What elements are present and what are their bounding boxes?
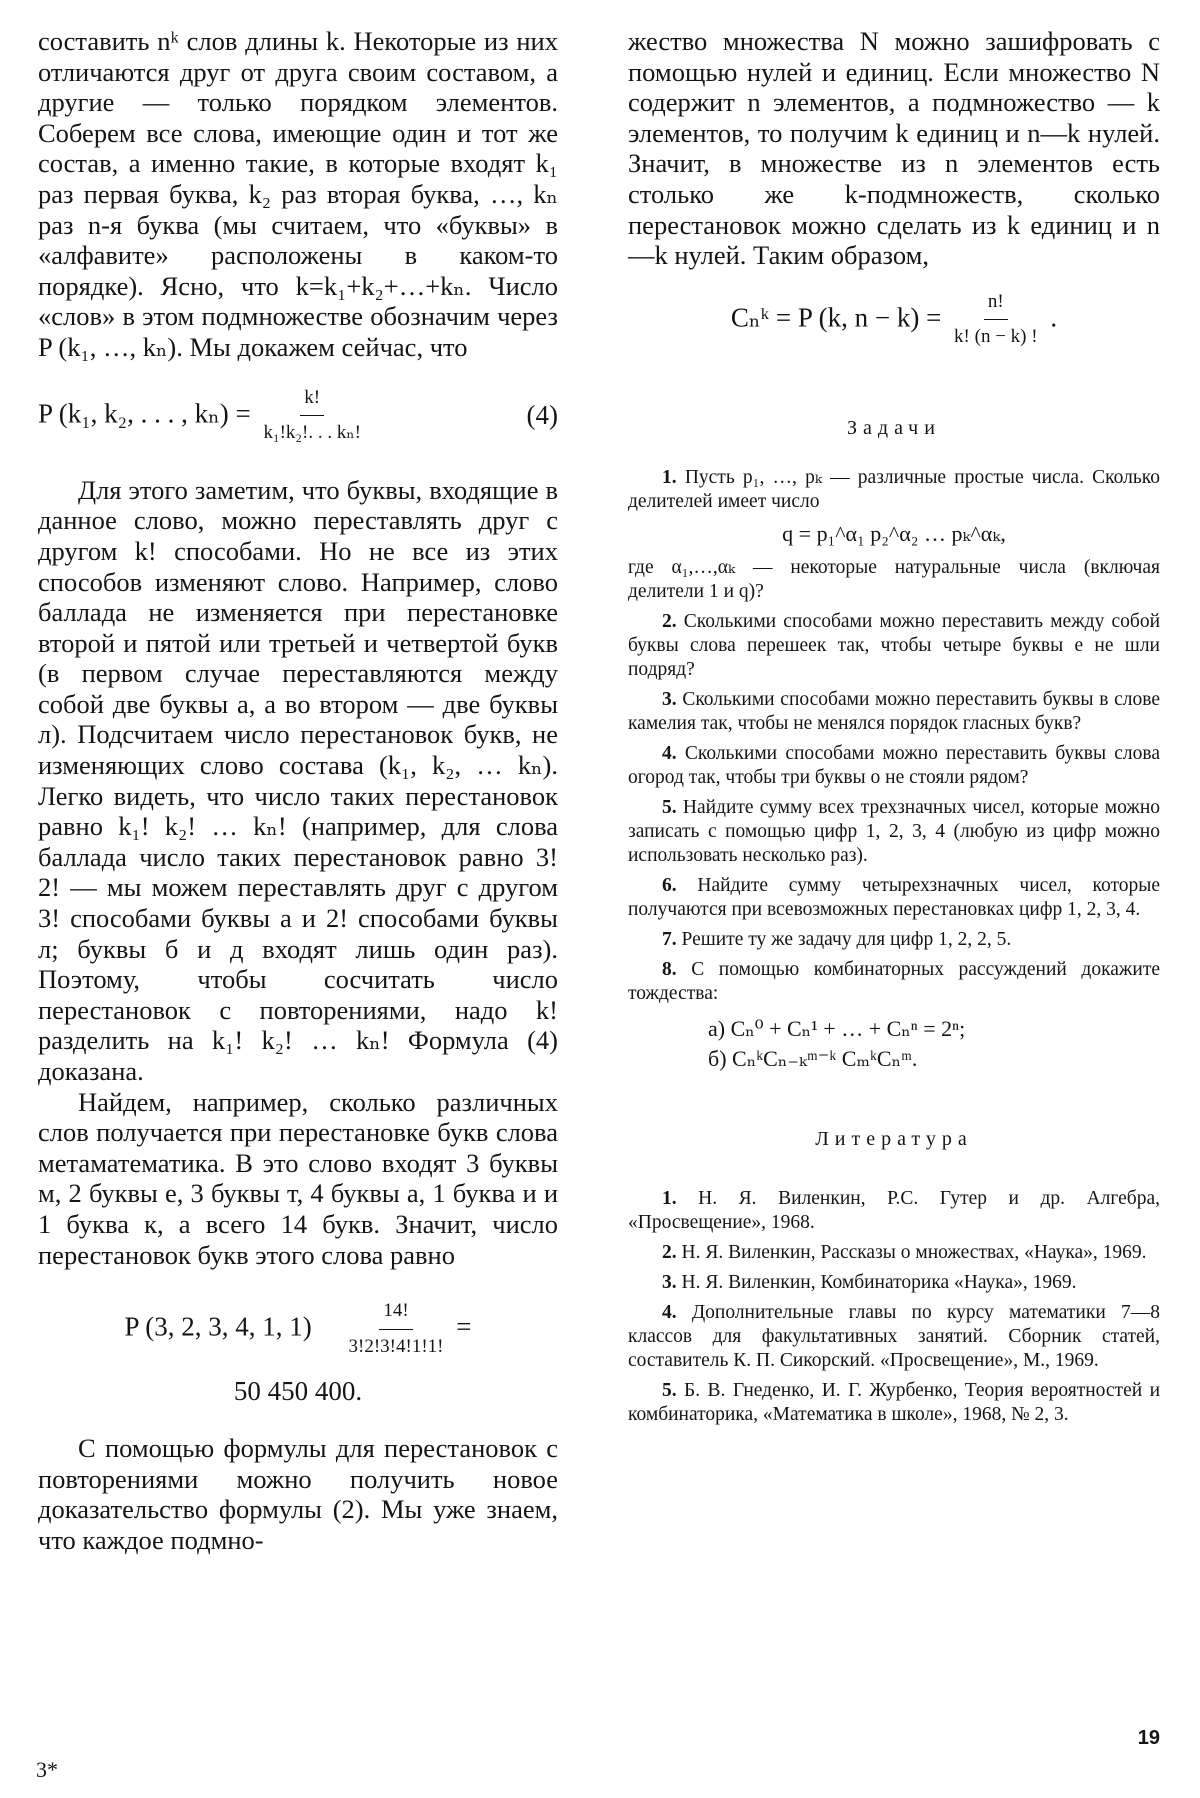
literature-item-2: 2. Н. Я. Виленкин, Рассказы о множествах, «Наука», 1969. [662, 1241, 1147, 1263]
identity-b: б) CₙᵏCₙ₋ₖᵐ⁻ᵏ CₘᵏCₙᵐ. [708, 1045, 918, 1071]
formula-combinations-denominator: k! (n − k) ! [954, 326, 1038, 348]
formula-4-denominator: k₁!k₂!. . . kₙ! [263, 422, 361, 444]
formula-combinations-numerator: n! [984, 287, 1008, 321]
left-para-1: составить nᵏ слов длины k. Некоторые из них отличаются друг от друга своим составом, а другие — только порядком элементов. Соберем все слова, имеющие один и тот же состав, а именно такие, в которые входят k₁ раз первая буква, k₂ раз вторая буква, …, kₙ раз n-я буква (мы считаем, что «буквы» в «алфавите» расположены в каком-то порядке). Ясно, что k=k₁+k₂+…+kₙ. Число «слов» в этом подмножестве обозначим через P (k₁, …, kₙ). Мы докажем сейчас, что [38, 26, 558, 362]
formula-combinations [628, 287, 1160, 353]
formula-4-lhs: P (k₁, k₂, . . . , kₙ) = [38, 397, 251, 428]
literature-item-1: 1. Н. Я. Виленкин, Р.С. Гутер и др. Алгебра, «Просвещение», 1968. [628, 1187, 1161, 1233]
formula-permutation [38, 1296, 558, 1362]
formula-permutation-equals: = [456, 1311, 472, 1342]
problem-1: 1. Пусть p₁, …, pₖ — различные простые числа. Сколько делителей имеет число [628, 466, 1160, 512]
left-column [38, 26, 558, 1555]
problem-2: 2. Сколькими способами можно переставить между собой буквы слова перешеек так, чтобы четыре буквы е не шли подряд? [628, 610, 1161, 680]
signature-mark: 3* [36, 1757, 58, 1782]
literature-item-3: 3. Н. Я. Виленкин, Комбинаторика «Наука», 1969. [662, 1271, 1077, 1293]
right-para-1: жество множества N можно зашифровать с помощью нулей и единиц. Если множество N содержит n элементов, а подмножество — k элементов, то получим k единиц и n—k нулей. Значит, в множестве из n элементов есть столько же k-подмножеств, сколько перестановок можно сделать из k единиц и n—k нулей. Таким образом, [628, 26, 1160, 271]
problem-5: 5. Найдите сумму всех трехзначных чисел, которые можно записать с помощью цифр 1, 2, 3, 4 (любую из цифр можно использовать несколько раз). [628, 796, 1161, 866]
left-para-2: Для этого заметим, что буквы, входящие в данное слово, можно переставлять друг с другом k! способами. Но не все из этих способов изменяют слово. Например, слово баллада не изменяется при перестановке второй и пятой или третьей и четвертой букв (в первом случае переставляются между собой две буквы а, а во втором — две буквы л). Подсчитаем число перестановок букв, не изменяющих слово состава (k₁, k₂, … kₙ). Легко видеть, что число таких перестановок равно k₁! k₂! … kₙ! (например, для слова баллада число таких перестановок равно 3! 2! — мы можем переставлять друг с другом 3! способами буквы а и 2! способами буквы л; буквы б и д входят лишь один раз). Поэтому, чтобы сосчитать число перестановок с повторениями, надо k! разделить на k₁! k₂! … kₙ! Формула (4) доказана. [38, 474, 558, 1086]
formula-combinations-fraction [954, 287, 1038, 353]
formula-permutation-numerator: 14! [379, 1296, 412, 1330]
literature-item-4: 4. Дополнительные главы по курсу математики 7—8 классов для факультативных занятий. Сборник статей, составитель К. П. Сикорский. «Просвещение», М., 1969. [628, 1301, 1160, 1371]
formula-permutation-fraction [349, 1296, 444, 1362]
left-para-4: С помощью формулы для перестановок с повторениями можно получить новое доказательство формулы (2). Мы уже знаем, что каждое подмно- [38, 1432, 558, 1555]
formula-combinations-end: . [1050, 302, 1058, 333]
problem-6: 6. Найдите сумму четырехзначных чисел, которые получаются при всевозможных перестановках цифр 1, 2, 3, 4. [628, 874, 1161, 920]
problem-1-continuation: где α₁,…,αₖ — некоторые натуральные числа (включая делители 1 и q)? [628, 556, 1160, 602]
problems-heading: Задачи [847, 416, 941, 439]
literature-heading: Литература [815, 1127, 973, 1150]
page-number: 19 [1137, 1727, 1160, 1749]
identity-a: а) Cₙ⁰ + Cₙ¹ + … + Cₙⁿ = 2ⁿ; [708, 1015, 966, 1041]
formula-4-numerator: k! [300, 383, 324, 417]
formula-4-fraction [263, 383, 360, 449]
problem-4: 4. Сколькими способами можно переставить буквы слова огород так, чтобы три буквы о не стояли рядом? [628, 742, 1161, 788]
formula-permutation-lhs: P (3, 2, 3, 4, 1, 1) [124, 1311, 312, 1342]
right-column [628, 26, 1160, 1433]
problem-1-formula: q = p₁^α₁ p₂^α₂ … pₖ^αₖ, [782, 520, 1006, 546]
literature-list [628, 1187, 1160, 1427]
formula-4 [38, 383, 558, 449]
formula-permutation-result: 50 450 400. [233, 1376, 363, 1407]
problem-7: 7. Решите ту же задачу для цифр 1, 2, 2, 5. [662, 928, 1012, 950]
problem-8: 8. С помощью комбинаторных рассуждений докажите тождества: [628, 958, 1160, 1004]
formula-4-tag: (4) [526, 400, 558, 431]
literature-item-5: 5. Б. В. Гнеденко, И. Г. Журбенко, Теория вероятностей и комбинаторика, «Математика в школе», 1968, № 2, 3. [628, 1379, 1161, 1425]
formula-permutation-denominator: 3!2!3!4!1!1! [348, 1335, 444, 1357]
identities [708, 1014, 1160, 1074]
problems-list [628, 466, 1160, 1074]
left-para-3: Найдем, например, сколько различных слов получается при перестановке букв слова метаматематика. В это слово входят 3 буквы м, 2 буквы е, 3 буквы т, 4 буквы а, 1 буква и и 1 буква к, а всего 14 букв. Значит, число перестановок букв этого слова равно [38, 1086, 558, 1270]
formula-combinations-lhs: Cₙᵏ = P (k, n − k) = [730, 302, 942, 333]
problem-3: 3. Сколькими способами можно переставить буквы в слове камелия так, чтобы не менялся порядок гласных букв? [628, 688, 1160, 734]
